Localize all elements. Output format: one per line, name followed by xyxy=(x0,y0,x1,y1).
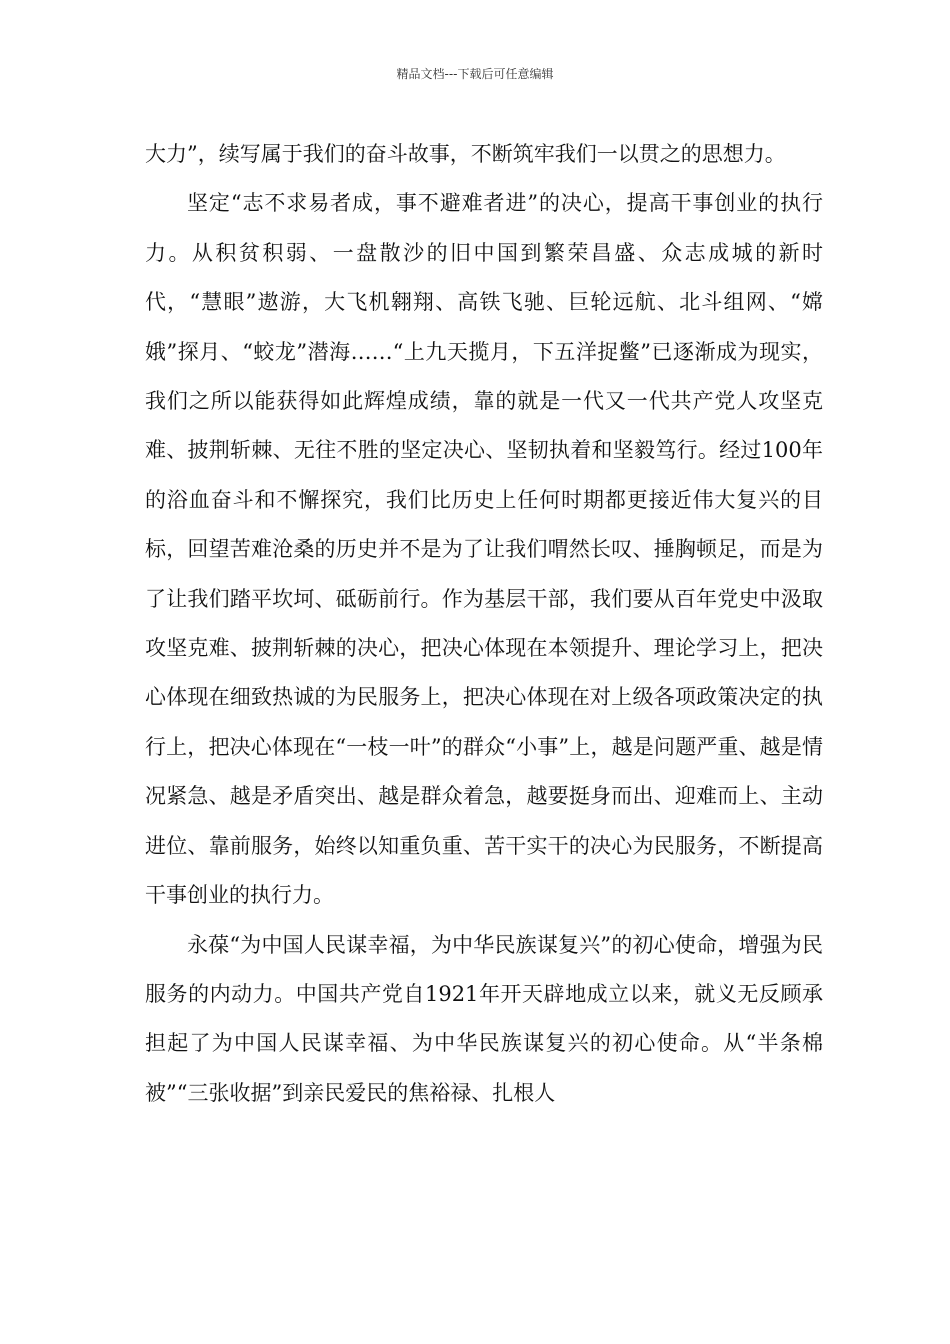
paragraph-3: 永葆“为中国人民谋幸福，为中华民族谋复兴”的初心使命，增强为民服务的内动力。中国共产党自1921年开天辟地成立以来，就义无反顾承担起了为中国人民谋幸福、为中华民族谋复兴的初心使命。从“半条棉被”“三张收据”到亲民爱民的焦裕禄、扎根人 xyxy=(145,932,823,1105)
document-body xyxy=(145,130,823,1118)
page-header: 精品文档---下载后可任意编辑 xyxy=(396,67,554,81)
paragraph-2: 坚定“志不求易者成，事不避难者进”的决心，提高干事创业的执行力。从积贫积弱、一盘散沙的旧中国到繁荣昌盛、众志成城的新时代，“慧眼”遨游，大飞机翱翔、高铁飞驰、巨轮远航、北斗组网、“嫦娥”探月、“蛟龙”潜海……“上九天揽月，下五洋捉鳖”已逐渐成为现实，我们之所以能获得如此辉煌成绩，靠的就是一代又一代共产党人攻坚克难、披荆斩棘、无往不胜的坚定决心、坚韧执着和坚毅笃行。经过100年的浴血奋斗和不懈探究，我们比历史上任何时期都更接近伟大复兴的目标，回望苦难沧桑的历史并不是为了让我们喟然长叹、捶胸顿足，而是为了让我们踏平坎坷、砥砺前行。作为基层干部，我们要从百年党史中汲取攻坚克难、披荆斩棘的决心，把决心体现在本领提升、理论学习上，把决心体现在细致热诚的为民服务上，把决心体现在对上级各项政策决定的执行上，把决心体现在“一枝一叶”的群众“小事”上，越是问题严重、越是情况紧急、越是矛盾突出、越是群众着急，越要挺身而出、迎难而上、主动进位、靠前服务，始终以知重负重、苦干实干的决心为民服务，不断提高干事创业的执行力。 xyxy=(145,191,823,908)
paragraph-1: 大力”，续写属于我们的奋斗故事，不断筑牢我们一以贯之的思想力。 xyxy=(145,142,786,166)
